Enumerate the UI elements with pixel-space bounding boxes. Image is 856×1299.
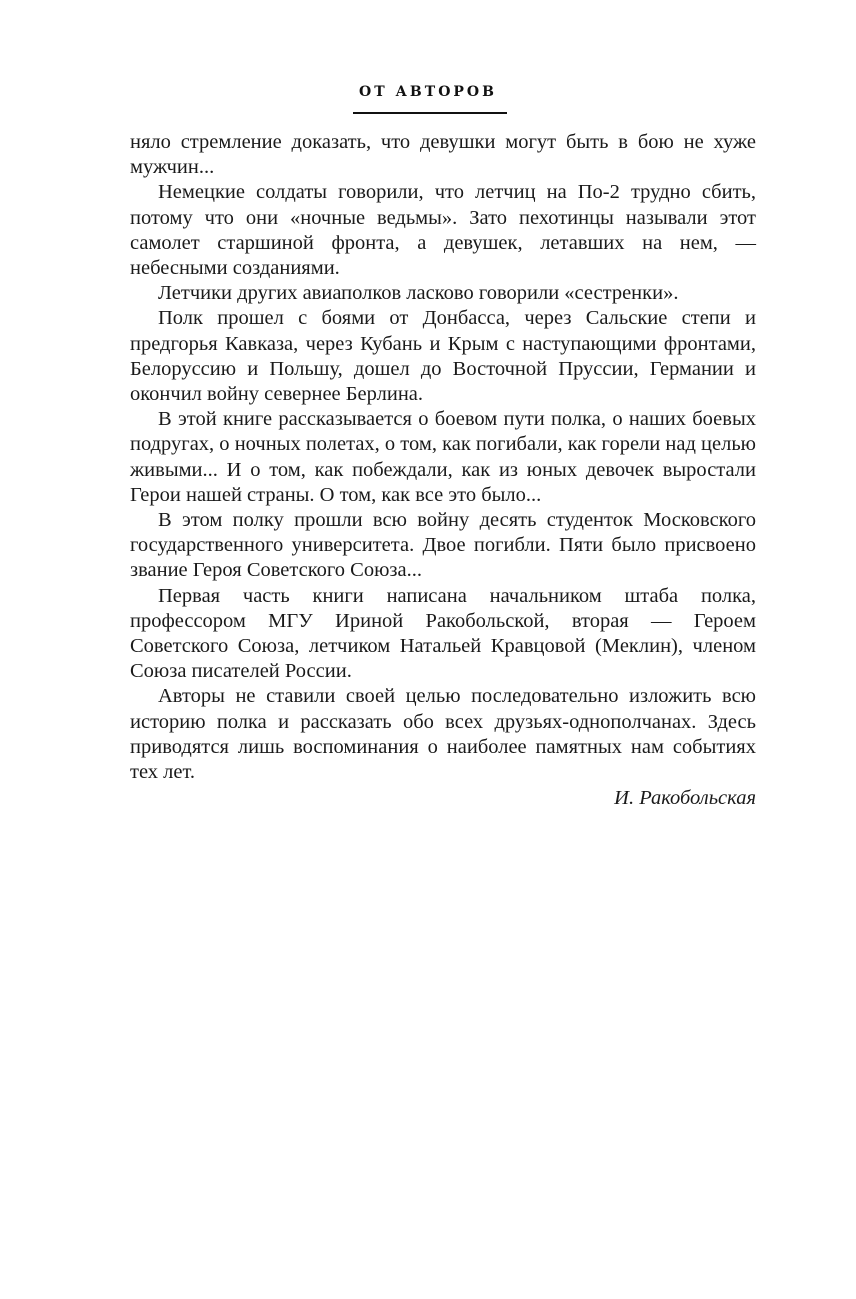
paragraph-8: Авторы не ставили своей целью последовательно изложить всю историю полка и рассказать обо всех друзьях-однополчанах. Здесь приводятся лишь воспоминания о наиболее памятных нам событиях тех лет.: [130, 685, 756, 784]
body-text: [130, 130, 756, 785]
author-signature: И. Ракобольская: [614, 787, 756, 809]
paragraph-4: Полк прошел с боями от Донбасса, через Сальские степи и предгорья Кавказа, через Кубань и Крым с наступающими фронтами, Белоруссию и Польшу, дошел до Восточной Пруссии, Германии и окончил войну севернее Берлина.: [130, 307, 756, 406]
paragraph-3: Летчики других авиаполков ласково говорили «сестренки».: [158, 282, 679, 305]
running-head-rule: [353, 112, 507, 114]
paragraph-7: Первая часть книги написана начальником штаба полка, профессором МГУ Ириной Ракобольской, вторая — Героем Советского Союза, летчиком Натальей Кравцовой (Меклин), членом Союза писателей России.: [130, 584, 756, 683]
paragraph-5: В этой книге рассказывается о боевом пути полка, о наших боевых подругах, о ночных полетах, о том, как погибали, как горели над целью живыми... И о том, как побеждали, как из юных девочек выростали Герои нашей страны. О том, как все это было...: [130, 408, 756, 506]
paragraph-6: В этом полку прошли всю войну десять студенток Московского государственного университета. Двое погибли. Пяти было присвоено звание Героя Советского Союза...: [130, 509, 756, 582]
paragraph-2: Немецкие солдаты говорили, что летчиц на По-2 трудно сбить, потому что они «ночные ведьмы». Зато пехотинцы называли этот самолет старшиной фронта, а девушек, летавших на нем, — небесными созданиями.: [130, 181, 756, 280]
paragraph-1: няло стремление доказать, что девушки могут быть в бою не хуже мужчин...: [130, 131, 756, 179]
running-head: ОТ АВТОРОВ: [359, 84, 497, 100]
